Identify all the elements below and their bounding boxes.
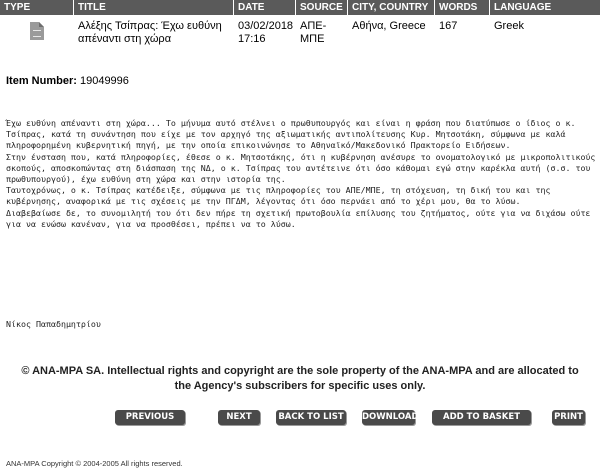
date-cell: 03/02/2018 17:16 (238, 20, 294, 45)
action-toolbar (0, 410, 600, 426)
title-cell: Αλέξης Τσίπρας: Έχω ευθύνη απέναντι στη χώρα (78, 20, 222, 45)
footer-copyright: ANA-MPA Copyright © 2004-2005 All rights reserved. (6, 459, 183, 468)
next-button[interactable]: NEXT (218, 410, 260, 425)
table-row (0, 15, 600, 55)
type-cell (0, 15, 74, 55)
column-header-language: LANGUAGE (490, 0, 600, 15)
source-cell: ΑΠΕ-ΜΠΕ (300, 20, 327, 45)
column-header-type: TYPE (0, 0, 74, 15)
column-header-source: SOURCE (296, 0, 348, 15)
article-signature: Νίκος Παπαδημητρίου (6, 319, 101, 329)
language-cell: Greek (494, 20, 524, 32)
add-to-basket-button[interactable]: ADD TO BASKET (432, 410, 531, 425)
column-header-words: WORDS (435, 0, 490, 15)
item-number-value: 19049996 (79, 75, 129, 87)
document-icon (30, 22, 44, 40)
results-table-header (0, 0, 600, 15)
article-body: Έχω ευθύνη απέναντι στη χώρα... Το μήνυμα αυτό στέλνει ο πρωθυπουργός και είναι η φράση που διατύπωσε ο ίδιος ο κ. Τσίπρας, κατά τη συνάντηση που είχε με τον αρχηγό της αξιωματικής αντιπολίτευσης Κυρ. Μητσοτάκη, σύμφωνα με καλά πληροφορημένη κυβερνητική πηγή, με την οποία επικοινώνησε το Αθηναϊκό/Μακεδονικό Πρακτορείο Ειδήσεων. Στην ένσταση που, κατά πληροφορίες, έθεσε ο κ. Μητσοτάκης, ότι η κυβέρνηση ανέσυρε το ονοματολογικό με μικροπολιτικούς σκοπούς, αποσκοπώντας στη διάσπαση της ΝΔ, ο κ. Τσίπρας του αντέτεινε ότι όσο κάθομαι εγώ στην καρέκλα αυτή (σ.σ. του πρωθυπουργού), έχω ευθύνη στη χώρα και στην ιστορία της. Ταυτοχρόνως, ο κ. Τσίπρας κατέδειξε, σύμφωνα με τις πληροφορίες του ΑΠΕ/ΜΠΕ, τη στόχευση, τη δική του και της κυβέρνησης, αναφορικά με τις σχέσεις με την ΠΓΔΜ, λέγοντας ότι όσο περνάει από το χέρι μου, θα το λύσω. Διαβεβαίωσε δε, το συνομιλητή του ότι δεν πήρε τη σχετική πρωτοβουλία επίλυσης του ζητήματος, ούτε για να διχάσω ούτε για να ενώσω κανέναν, για να προσθέσει, πρέπει να το λύσω. (6, 118, 596, 229)
download-button[interactable]: DOWNLOAD (362, 410, 415, 425)
previous-button[interactable]: PREVIOUS (115, 410, 185, 425)
back-to-list-button[interactable]: BACK TO LIST (276, 410, 346, 425)
words-cell: 167 (439, 20, 458, 32)
copyright-notice: © ANA-MPA SA. Intellectual rights and copyright are the sole property of the ANA-MPA and are allocated to the Agency's subscribers for specific uses only. (21, 365, 579, 392)
column-header-date: DATE (234, 0, 296, 15)
column-header-city-country: CITY, COUNTRY (348, 0, 435, 15)
column-header-title: TITLE (74, 0, 234, 15)
item-number (6, 75, 129, 87)
city-country-cell: Αθήνα, Greece (352, 20, 426, 32)
item-number-label: Item Number: (6, 75, 77, 87)
print-button[interactable]: PRINT (552, 410, 585, 425)
